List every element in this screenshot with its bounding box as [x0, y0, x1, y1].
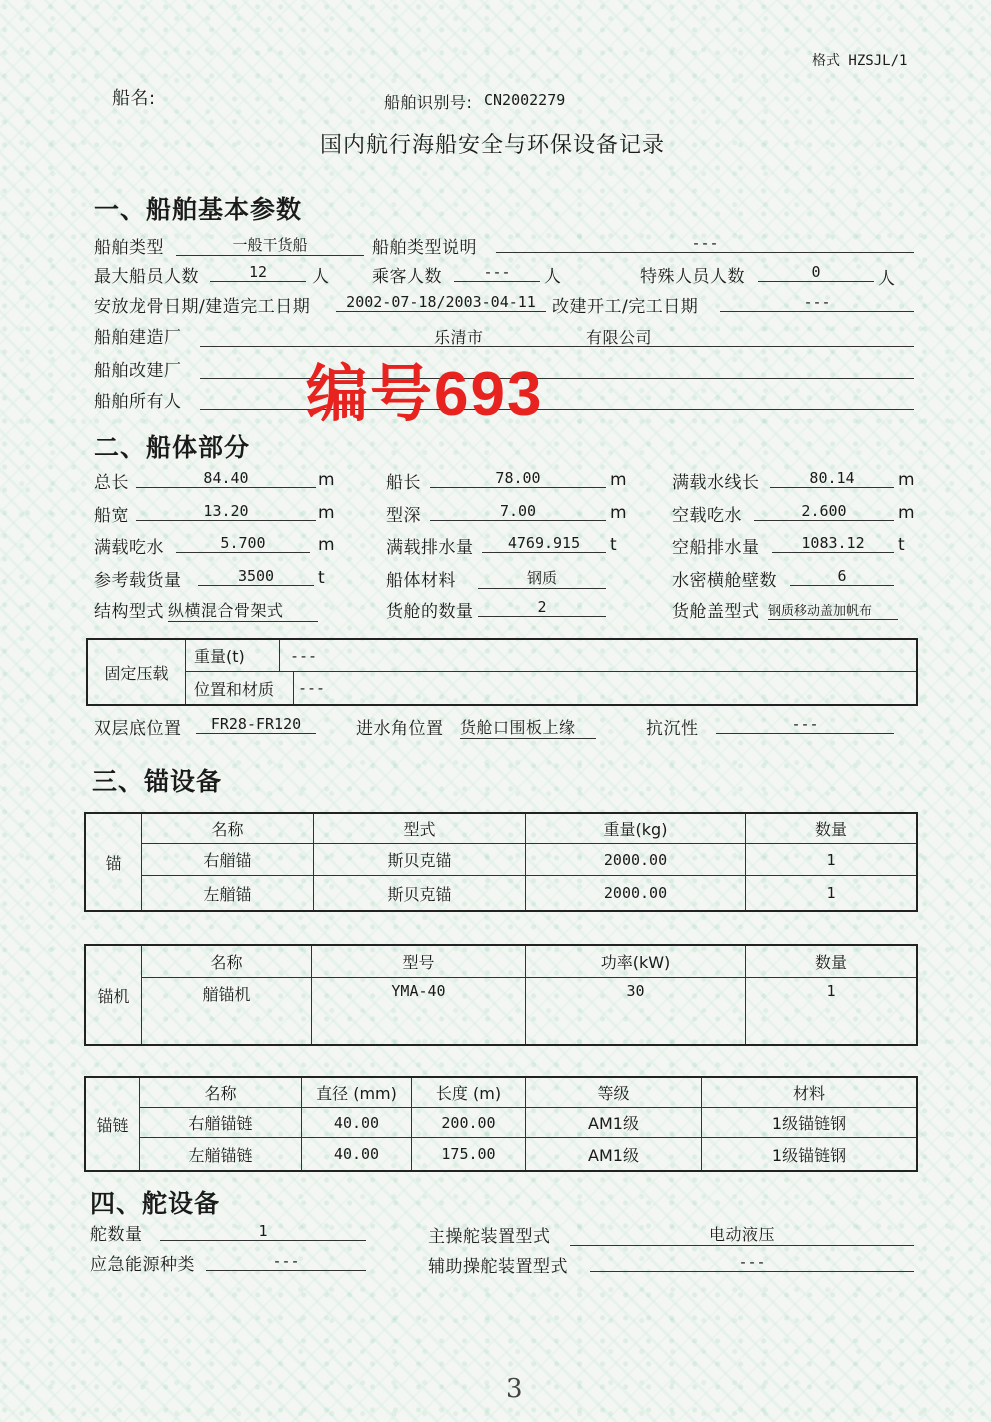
ballast-weight-label: 重量(t): [194, 647, 245, 666]
light-disp-value: 1083.12: [772, 534, 894, 553]
chain-header-length-text: 长度 (m): [435, 1084, 502, 1103]
table-cell: AM1级: [588, 1114, 639, 1133]
rebuilder-label: 船舶改建厂: [94, 361, 182, 381]
beam-value: 13.20: [136, 502, 316, 521]
chain-table: [84, 1076, 918, 1172]
table-cell: 1: [826, 884, 836, 902]
anchor-row-2-weight: [526, 876, 746, 910]
ballast-pos-label-cell: [186, 672, 294, 704]
windlass-header-model-text: 型号: [402, 953, 435, 972]
anchor-row-1-name: [142, 844, 314, 876]
main-gear-label: 主操舵装置型式: [428, 1227, 551, 1247]
bulkhead-label: 水密横舱壁数: [672, 571, 777, 591]
builder-city: 乐清市: [434, 328, 484, 347]
windlass-header-power-text: 功率(kW): [600, 953, 671, 972]
anchor-row-1-qty: [746, 844, 916, 876]
windlass-header-qty-text: 数量: [814, 953, 847, 972]
table-cell: 40.00: [333, 1113, 380, 1132]
windlass-header-model: [312, 946, 526, 978]
keel-value: 2002-07-18/2003-04-11: [336, 293, 546, 312]
lwl-value: 80.14: [770, 469, 894, 488]
unit-m-4: m: [318, 503, 336, 523]
windlass-group-label: 锚机: [97, 986, 130, 1006]
flood-label: 进水角位置: [356, 719, 444, 739]
table-cell: 1: [826, 982, 836, 1000]
unit-person-1: 人: [312, 267, 330, 287]
chain-header-material: [702, 1078, 916, 1108]
loa-value: 84.40: [136, 469, 316, 488]
passengers-value: ---: [454, 263, 540, 282]
emergency-value: ---: [206, 1252, 366, 1271]
anchor-row-1-weight: [526, 844, 746, 876]
anchor-header-type: [314, 814, 526, 844]
loa-label: 总长: [94, 473, 129, 493]
structure-value: 纵横混合骨架式: [168, 598, 318, 622]
anchor-group-label: 锚: [105, 853, 122, 873]
windlass-table: [84, 944, 918, 1046]
ship-name-label: 船名:: [112, 88, 156, 109]
chain-row-1-grade: [526, 1108, 702, 1138]
ship-type-label: 船舶类型: [94, 238, 164, 258]
unit-m-6: m: [898, 503, 916, 523]
anchor-header-name-text: 名称: [211, 820, 244, 839]
rebuild-label: 改建开工/完工日期: [552, 297, 699, 317]
hull-mat-value: 钢质: [478, 567, 606, 589]
table-cell: YMA-40: [391, 982, 446, 1000]
unit-m-5: m: [610, 503, 628, 523]
table-cell: 2000.00: [603, 850, 668, 869]
windlass-row-1-qty: [746, 978, 916, 1044]
bulkhead-value: 6: [790, 567, 894, 586]
ship-type-desc-value: ---: [496, 234, 914, 253]
rebuild-value: ---: [720, 293, 914, 312]
keel-label: 安放龙骨日期/建造完工日期: [94, 297, 311, 317]
hatch-label: 货舱盖型式: [672, 602, 760, 622]
rudder-count-value: 1: [160, 1222, 366, 1241]
double-bottom-value: FR28-FR120: [196, 715, 316, 734]
light-draft-label: 空载吃水: [672, 506, 742, 526]
holds-label: 货舱的数量: [386, 602, 474, 622]
chain-header-grade-text: 等级: [597, 1084, 630, 1103]
builder-label: 船舶建造厂: [94, 328, 182, 348]
ballast-weight-label-cell: [186, 640, 280, 672]
full-draft-label: 满载吃水: [94, 538, 164, 558]
ballast-pos-label: 位置和材质: [194, 679, 275, 699]
max-crew-value: 12: [210, 263, 306, 282]
format-code: 格式 HZSJL/1: [812, 53, 908, 69]
chain-row-1-diameter: [302, 1108, 412, 1138]
ballast-label: 固定压载: [104, 663, 169, 683]
chain-group-label: 锚链: [96, 1115, 129, 1135]
table-cell: 1级锚链钢: [771, 1145, 847, 1165]
ship-id-value: CN2002279: [484, 91, 566, 109]
windlass-header-name-text: 名称: [210, 953, 243, 972]
windlass-header-qty: [746, 946, 916, 978]
light-draft-value: 2.600: [754, 502, 894, 521]
emergency-label: 应急能源种类: [90, 1255, 195, 1275]
full-disp-value: 4769.915: [482, 534, 606, 553]
chain-row-1-material: [702, 1108, 916, 1138]
anchor-header-weight-text: 重量(kg): [603, 820, 668, 839]
main-gear-value: 电动液压: [570, 1222, 914, 1246]
table-cell: 1: [826, 850, 836, 869]
light-disp-label: 空船排水量: [672, 538, 760, 558]
lbp-label: 船长: [386, 473, 421, 493]
table-cell: 1级锚链钢: [771, 1114, 847, 1133]
windlass-row-1-model: [312, 978, 526, 1044]
ship-type-desc-label: 船舶类型说明: [372, 238, 477, 258]
ballast-pos-value: ---: [298, 679, 326, 697]
unit-person-2: 人: [544, 267, 562, 287]
ship-type-value: 一般干货船: [176, 234, 364, 256]
passengers-label: 乘客人数: [372, 267, 442, 287]
chain-row-2-length: [412, 1138, 526, 1170]
chain-header-diameter-text: 直径 (mm): [316, 1084, 397, 1103]
chain-header-length: [412, 1078, 526, 1108]
aux-gear-label: 辅助操舵装置型式: [428, 1257, 568, 1277]
table-cell: 2000.00: [603, 884, 668, 902]
chain-group-cell: [86, 1078, 140, 1170]
max-crew-label: 最大船员人数: [94, 267, 199, 287]
table-cell: 175.00: [441, 1145, 496, 1163]
chain-header-name-text: 名称: [204, 1084, 237, 1103]
table-cell: AM1级: [588, 1145, 639, 1165]
unit-m-1: m: [318, 470, 336, 490]
builder-company: 有限公司: [586, 328, 653, 347]
windlass-group-cell: [86, 946, 142, 1044]
full-draft-value: 5.700: [176, 534, 310, 553]
unit-person-3: 人: [878, 269, 896, 289]
unit-m-2: m: [610, 470, 628, 490]
anchor-header-type-text: 型式: [403, 820, 436, 839]
chain-header-name: [140, 1078, 302, 1108]
table-cell: 左艏锚链: [188, 1145, 253, 1165]
page-title: 国内航行海船安全与环保设备记录: [320, 133, 666, 158]
table-cell: 斯贝克锚: [387, 851, 452, 870]
flood-value: 货舱口围板上缘: [460, 715, 596, 739]
anchor-row-2-type: [314, 876, 526, 910]
table-cell: 左艏锚: [203, 884, 252, 904]
table-cell: 艏锚机: [202, 985, 251, 1004]
chain-row-1-length: [412, 1108, 526, 1138]
anchor-header-qty: [746, 814, 916, 844]
table-cell: 右艏锚链: [188, 1114, 253, 1133]
ref-cargo-value: 3500: [198, 567, 314, 586]
anchor-row-2-name: [142, 876, 314, 910]
chain-header-grade: [526, 1078, 702, 1108]
ballast-table: [86, 638, 918, 706]
sinking-value: ---: [716, 715, 894, 734]
section2-heading: 二、船体部分: [94, 433, 251, 462]
windlass-header-power: [526, 946, 746, 978]
chain-row-2-grade: [526, 1138, 702, 1170]
anchor-header-weight: [526, 814, 746, 844]
depth-value: 7.00: [430, 502, 606, 521]
ship-id-label: 船舶识别号:: [384, 93, 473, 112]
special-label: 特殊人员人数: [640, 267, 745, 287]
ballast-pos-value-cell: [294, 672, 916, 704]
anchor-header-qty-text: 数量: [814, 820, 847, 839]
table-cell: 200.00: [441, 1113, 496, 1132]
unit-t-3: t: [318, 568, 326, 588]
ballast-group-label: [88, 640, 186, 704]
unit-t-2: t: [898, 535, 906, 555]
unit-t-1: t: [610, 535, 618, 555]
page-number: 3: [506, 1374, 523, 1404]
chain-header-material-text: 材料: [792, 1084, 825, 1103]
structure-label: 结构型式: [94, 602, 164, 622]
anchor-row-2-qty: [746, 876, 916, 910]
hull-mat-label: 船体材料: [386, 571, 456, 591]
lwl-label: 满载水线长: [672, 473, 760, 493]
ref-cargo-label: 参考载货量: [94, 571, 182, 591]
rudder-count-label: 舵数量: [90, 1225, 143, 1245]
anchor-table: [84, 812, 918, 912]
ballast-weight-value: ---: [290, 646, 318, 665]
aux-gear-value: ---: [590, 1253, 914, 1272]
sinking-label: 抗沉性: [646, 719, 699, 739]
chain-row-2-diameter: [302, 1138, 412, 1170]
depth-label: 型深: [386, 506, 421, 526]
table-cell: 30: [626, 982, 645, 1000]
table-cell: 右艏锚: [203, 851, 252, 870]
full-disp-label: 满载排水量: [386, 538, 474, 558]
holds-value: 2: [478, 598, 606, 617]
lbp-value: 78.00: [430, 469, 606, 488]
hatch-value: 钢质移动盖加帆布: [768, 600, 898, 620]
section3-heading: 三、锚设备: [92, 767, 223, 796]
chain-row-2-material: [702, 1138, 916, 1170]
windlass-header-name: [142, 946, 312, 978]
owner-label: 船舶所有人: [94, 392, 182, 412]
beam-label: 船宽: [94, 506, 129, 526]
chain-row-2-name: [140, 1138, 302, 1170]
anchor-group-cell: [86, 814, 142, 910]
windlass-row-1-power: [526, 978, 746, 1044]
double-bottom-label: 双层底位置: [94, 719, 182, 739]
section1-heading: 一、船舶基本参数: [94, 195, 303, 224]
anchor-header-name: [142, 814, 314, 844]
anchor-row-1-type: [314, 844, 526, 876]
chain-header-diameter: [302, 1078, 412, 1108]
unit-m-7: m: [318, 535, 336, 555]
red-stamp-number: 编号693: [306, 360, 544, 429]
special-value: 0: [758, 263, 874, 282]
windlass-row-1-name: [142, 978, 312, 1044]
section4-heading: 四、舵设备: [90, 1189, 221, 1218]
table-cell: 40.00: [333, 1145, 380, 1163]
table-cell: 斯贝克锚: [387, 884, 452, 904]
unit-m-3: m: [898, 470, 916, 490]
ballast-weight-value-cell: [280, 640, 916, 672]
chain-row-1-name: [140, 1108, 302, 1138]
